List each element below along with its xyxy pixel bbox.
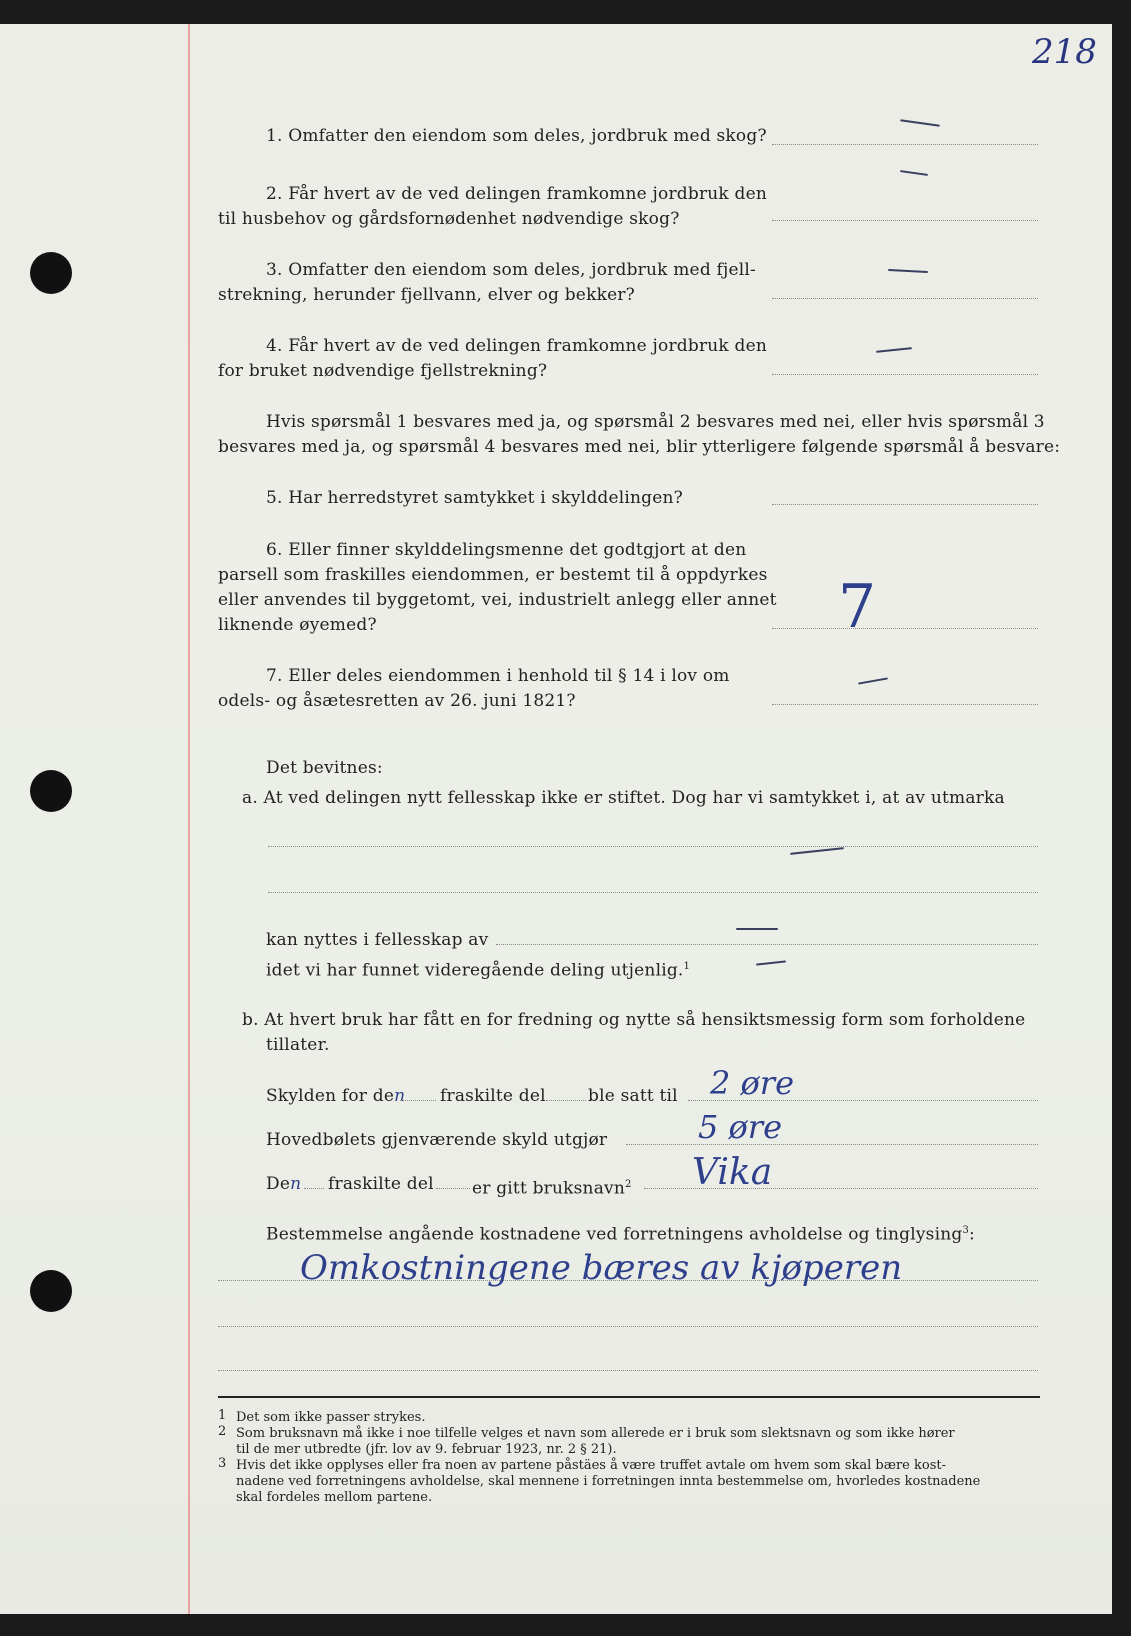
handwritten-n: n	[290, 1174, 302, 1194]
dash-mark	[756, 960, 786, 965]
fill-line	[218, 1326, 1038, 1327]
fill-line	[496, 944, 1038, 945]
question-6-line-2: parsell som fraskilles eiendommen, er bestemt til å oppdyrkes	[218, 565, 768, 585]
handwritten-answer-6: 7	[838, 572, 877, 642]
handwritten-skyld: 2 øre	[710, 1064, 795, 1102]
skyld-prefix	[266, 1084, 405, 1109]
margin-line	[188, 24, 190, 1614]
punch-hole	[30, 770, 72, 812]
footnote-ref: 3	[962, 1225, 970, 1236]
bevitnes-b-line-1: b. At hvert bruk har fått en for fredning og nytte så hensiktsmessig form som forholdene	[242, 1010, 1026, 1030]
question-2-line-1: 2. Får hvert av de ved delingen framkomne jordbruk den	[266, 184, 768, 204]
question-3-line-2: strekning, herunder fjellvann, elver og bekker?	[218, 285, 635, 305]
dash-mark	[736, 928, 778, 930]
footnote-ref: 1	[683, 961, 691, 972]
footnote-2-num: 2	[218, 1424, 227, 1439]
bruksnavn-mid: fraskilte del	[328, 1174, 434, 1194]
answer-line	[772, 374, 1038, 375]
skyld-mid: fraskilte del	[440, 1086, 546, 1106]
footnote-rule	[218, 1396, 1040, 1398]
question-5-line-1: 5. Har herredstyret samtykket i skylddelingen?	[266, 488, 683, 508]
question-6-line-4: liknende øyemed?	[218, 615, 377, 635]
footnote-2-line-2: til de mer utbredte (jfr. lov av 9. februar 1923, nr. 2 § 21).	[236, 1442, 617, 1457]
answer-line	[772, 220, 1038, 221]
question-7-line-1: 7. Eller deles eiendommen i henhold til § 14 i lov om	[266, 666, 730, 686]
fill-line	[626, 1144, 1038, 1145]
answer-line	[772, 298, 1038, 299]
bestemmelse-text: Bestemmelse angående kostnadene ved forretningens avholdelse og tinglysing	[266, 1224, 963, 1245]
bruksnavn-suffix-text: er gitt bruksnavn	[472, 1178, 625, 1199]
dash-mark	[900, 119, 940, 127]
idet-text: idet vi har funnet videregående deling utjenlig.	[266, 960, 684, 981]
fill-line	[268, 846, 1038, 847]
bestemmelse-colon: :	[969, 1224, 975, 1245]
question-6-line-1: 6. Eller finner skylddelingsmenne det godtgjort at den	[266, 540, 747, 560]
condition-line-1: Hvis spørsmål 1 besvares med ja, og spørsmål 2 besvares med nei, eller hvis spørsmål 3	[266, 412, 1045, 432]
dash-mark	[888, 269, 928, 273]
handwritten-bruksnavn: Vika	[692, 1152, 773, 1193]
fill-line	[304, 1188, 324, 1189]
condition-line-2: besvares med ja, og spørsmål 4 besvares med nei, blir ytterligere følgende spørsmål å besvare:	[218, 437, 1061, 457]
dash-mark	[790, 847, 844, 855]
bevitnes-heading: Det bevitnes:	[266, 758, 383, 778]
handwritten-hovedbol: 5 øre	[698, 1108, 783, 1146]
handwritten-kostnader: Omkostningene bæres av kjøperen	[300, 1248, 903, 1288]
question-3-line-1: 3. Omfatter den eiendom som deles, jordbruk med fjell-	[266, 260, 756, 280]
bevitnes-b-line-2: tillater.	[266, 1035, 330, 1055]
document-page	[0, 24, 1112, 1614]
footnote-1-num: 1	[218, 1408, 227, 1423]
answer-line	[772, 628, 1038, 629]
footnote-3-line-2: nadene ved forretningens avholdelse, skal mennene i forretningen innta bestemmelse om, hvorledes kostnadene	[236, 1474, 981, 1489]
dash-mark	[900, 170, 928, 176]
skyld-suffix: ble satt til	[588, 1086, 678, 1106]
fill-line	[268, 892, 1038, 893]
footnote-1-line-1: Det som ikke passer strykes.	[236, 1410, 426, 1425]
bevitnes-a-line: a. At ved delingen nytt fellesskap ikke er stiftet. Dog har vi samtykket i, at av utmarka	[242, 788, 1005, 808]
page-number: 218	[1032, 32, 1097, 72]
bestemmelse-label	[266, 1218, 975, 1248]
bruksnavn-prefix	[266, 1172, 301, 1197]
fill-line	[436, 1188, 470, 1189]
question-7-line-2: odels- og åsætesretten av 26. juni 1821?	[218, 691, 576, 711]
kan-nyttes-label: kan nyttes i fellesskap av	[266, 930, 489, 950]
fill-line	[400, 1100, 436, 1101]
question-6-line-3: eller anvendes til byggetomt, vei, industrielt anlegg eller annet	[218, 590, 777, 610]
question-4-line-1: 4. Får hvert av de ved delingen framkomne jordbruk den	[266, 336, 768, 356]
fill-line	[546, 1100, 586, 1101]
footnote-3-line-1: Hvis det ikke opplyses eller fra noen av partene påstäes å være truffet avtale om hvem som skal bære kost-	[236, 1458, 947, 1473]
question-4-line-2: for bruket nødvendige fjellstrekning?	[218, 361, 548, 381]
fill-line	[218, 1370, 1038, 1371]
hovedbol-label: Hovedbølets gjenværende skyld utgjør	[266, 1130, 608, 1150]
handwritten-n: n	[394, 1086, 406, 1106]
question-1-line-1: 1. Omfatter den eiendom som deles, jordbruk med skog?	[266, 126, 767, 146]
answer-line	[772, 504, 1038, 505]
bruksnavn-prefix-text: De	[266, 1174, 291, 1194]
skyld-prefix-text: Skylden for de	[266, 1086, 395, 1106]
question-2-line-2: til husbehov og gårdsfornødenhet nødvendige skog?	[218, 209, 680, 229]
answer-line	[772, 704, 1038, 705]
footnote-3-num: 3	[218, 1456, 227, 1471]
idet-label	[266, 954, 690, 984]
bruksnavn-suffix	[472, 1172, 632, 1202]
footnote-2-line-1: Som bruksnavn må ikke i noe tilfelle velges et navn som allerede er i bruk som slektsnavn og som ikke hører	[236, 1426, 955, 1441]
punch-hole	[30, 1270, 72, 1312]
footnote-ref: 2	[625, 1179, 632, 1190]
dash-mark	[876, 347, 912, 353]
footnote-3-line-3: skal fordeles mellom partene.	[236, 1490, 433, 1505]
punch-hole	[30, 252, 72, 294]
dash-mark	[858, 677, 888, 684]
answer-line	[772, 144, 1038, 145]
